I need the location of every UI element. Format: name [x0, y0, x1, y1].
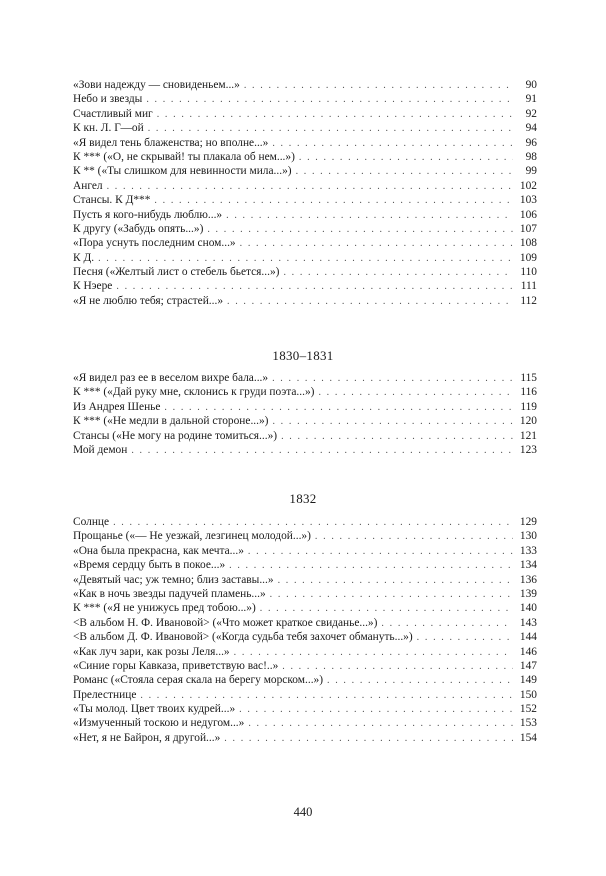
toc-entry — [73, 731, 537, 745]
toc-entry-page: 153 — [519, 717, 537, 730]
toc-entry-title: «Как в ночь звезды падучей пламень...» — [73, 587, 266, 600]
toc-entry-page: 96 — [525, 136, 537, 149]
dot-leader — [164, 401, 513, 415]
toc-entry-page: 140 — [519, 602, 537, 615]
toc-entry-page: 102 — [519, 179, 537, 192]
toc-entry-page: 116 — [520, 386, 537, 399]
toc-entry-title: Счастливый миг — [73, 107, 153, 120]
toc-entry-page: 92 — [525, 107, 537, 120]
toc-entry-page: 90 — [525, 79, 537, 91]
toc-entry-title: Стансы («Не могу на родине томиться...») — [73, 429, 278, 442]
toc-entry-title: «Пора уснуть последним сном...» — [73, 237, 236, 250]
toc-entry-title: Романс («Стояла серая скала на берегу морском...») — [73, 674, 324, 687]
toc-entry-page: 144 — [519, 631, 537, 644]
toc-entry — [73, 544, 537, 558]
dot-leader — [239, 703, 513, 717]
toc-entry — [73, 616, 537, 630]
toc-entry-page: 129 — [519, 516, 537, 528]
toc-entry-page: 107 — [519, 222, 537, 235]
toc-entry-page: 130 — [519, 530, 537, 543]
toc-entry-page: 133 — [519, 544, 537, 557]
toc-entry — [73, 222, 537, 236]
toc-entry — [73, 92, 537, 106]
toc-entry — [73, 251, 537, 265]
toc-entry-title: «Она была прекрасна, как мечта...» — [73, 544, 244, 557]
toc-entry — [73, 659, 537, 673]
toc-entry — [73, 688, 537, 702]
toc-entry-title: «Я видел тень блаженства; но вполне...» — [73, 136, 269, 149]
toc-entry-title: К Нэере — [73, 280, 113, 293]
toc-entry — [73, 529, 537, 543]
toc-entry-title: «Как луч зари, как розы Леля...» — [73, 645, 230, 658]
toc-entry-page: 143 — [519, 616, 537, 629]
toc-entry-title: Прощанье («— Не уезжай, лезгинец молодой...») — [73, 530, 311, 543]
dot-leader — [234, 646, 513, 660]
toc-section-1 — [73, 78, 537, 308]
toc-entry — [73, 702, 537, 716]
dot-leader — [278, 574, 513, 588]
toc-entry-title: <В альбом Д. Ф. Ивановой> («Когда судьба тебя захочет обмануть...») — [73, 631, 413, 644]
dot-leader — [248, 717, 513, 731]
dot-leader — [240, 237, 513, 251]
toc-entry — [73, 573, 537, 587]
toc-entry-page: 136 — [519, 573, 537, 586]
dot-leader — [207, 223, 513, 237]
dot-leader — [315, 530, 513, 544]
toc-entry-title: «Я не люблю тебя; страстей...» — [73, 294, 224, 307]
toc-entry-title: «Измученный тоскою и недугом...» — [73, 717, 245, 730]
toc-entry — [73, 121, 537, 135]
toc-entry — [73, 558, 537, 572]
dot-leader — [107, 180, 513, 194]
toc-entry-page: 98 — [525, 150, 537, 163]
dot-leader — [244, 79, 513, 93]
toc-entry — [73, 236, 537, 250]
toc-entry — [73, 429, 537, 443]
dot-leader — [224, 732, 513, 746]
toc-entry — [73, 385, 537, 399]
toc-entry-title: Небо и звезды — [73, 93, 143, 106]
dot-leader — [272, 415, 513, 429]
toc-entry-title: К кн. Л. Г—ой — [73, 122, 144, 135]
toc-entry — [73, 294, 537, 308]
dot-leader — [113, 516, 513, 530]
page-number: 440 — [293, 805, 313, 819]
toc-entry — [73, 150, 537, 164]
toc-entry — [73, 136, 537, 150]
toc-entry — [73, 164, 537, 178]
toc-entry — [73, 208, 537, 222]
dot-leader — [282, 660, 513, 674]
toc-entry-page: 111 — [520, 280, 537, 293]
toc-entry — [73, 107, 537, 121]
toc-entry-title: К *** («Не медли в дальной стороне...») — [73, 415, 269, 428]
toc-entry-page: 108 — [519, 237, 537, 250]
dot-leader — [157, 108, 513, 122]
toc-entry — [73, 414, 537, 428]
toc-section-2 — [73, 371, 537, 457]
toc-entry-page: 106 — [519, 208, 537, 221]
dot-leader — [248, 545, 513, 559]
dot-leader — [226, 209, 513, 223]
toc-entry — [73, 630, 537, 644]
toc-entry — [73, 673, 537, 687]
toc-entry-page: 147 — [519, 659, 537, 672]
dot-leader — [146, 93, 513, 107]
toc-entry-page: 134 — [519, 559, 537, 572]
toc-entry-page: 99 — [525, 165, 537, 178]
toc-entry — [73, 587, 537, 601]
dot-leader — [283, 266, 513, 280]
toc-entry-title: Стансы. К Д*** — [73, 194, 151, 207]
dot-leader — [229, 559, 513, 573]
toc-entry-title: «Ты молод. Цвет твоих кудрей...» — [73, 703, 236, 716]
section-heading-1832: 1832 — [289, 491, 317, 506]
dot-leader — [327, 674, 513, 688]
dot-leader — [417, 631, 513, 645]
dot-leader — [318, 386, 513, 400]
toc-section-3 — [73, 515, 537, 745]
toc-entry-title: «Синие горы Кавказа, приветствую вас!..» — [73, 659, 279, 672]
dot-leader — [272, 137, 513, 151]
toc-entry — [73, 78, 537, 92]
toc-entry-page: 149 — [519, 674, 537, 687]
toc-entry-page: 150 — [519, 688, 537, 701]
toc-entry — [73, 716, 537, 730]
dot-leader — [98, 252, 513, 266]
toc-entry-title: К ** («Ты слишком для невинности мила...») — [73, 165, 292, 178]
toc-entry — [73, 193, 537, 207]
toc-entry-title: Песня («Желтый лист о стебель бьется...») — [73, 266, 280, 279]
dot-leader — [116, 280, 513, 294]
dot-leader — [272, 372, 513, 386]
toc-entry-page: 152 — [519, 703, 537, 716]
toc-entry — [73, 515, 537, 529]
toc-entry-page: 146 — [519, 645, 537, 658]
section-heading-1830-1831: 1830–1831 — [272, 348, 334, 363]
toc-entry-title: Ангел — [73, 179, 103, 192]
toc-entry-page: 123 — [519, 443, 537, 456]
toc-entry-title: <В альбом Н. Ф. Ивановой> («Что может краткое свиданье...») — [73, 616, 378, 629]
toc-entry-page: 139 — [519, 587, 537, 600]
dot-leader — [299, 151, 513, 165]
toc-entry — [73, 279, 537, 293]
toc-entry-page: 115 — [520, 372, 537, 384]
toc-entry-title: «Время сердцу быть в покое...» — [73, 559, 226, 572]
toc-entry-title: Пусть я кого-нибудь люблю...» — [73, 208, 223, 221]
toc-entry-title: К *** («О, не скрывай! ты плакала об нем...») — [73, 150, 295, 163]
dot-leader — [270, 588, 513, 602]
toc-entry — [73, 179, 537, 193]
dot-leader — [260, 602, 513, 616]
dot-leader — [140, 689, 513, 703]
dot-leader — [131, 444, 513, 458]
toc-entry-title: «Девятый час; уж темно; близ заставы...» — [73, 573, 274, 586]
toc-entry — [73, 400, 537, 414]
toc-entry-page: 154 — [519, 731, 537, 744]
toc-entry-page: 119 — [520, 400, 537, 413]
toc-entry-title: «Я видел раз ее в веселом вихре бала...» — [73, 372, 269, 384]
toc-entry-page: 94 — [525, 122, 537, 135]
dot-leader — [148, 122, 513, 136]
toc-entry-page: 91 — [525, 93, 537, 106]
dot-leader — [154, 194, 513, 208]
toc-entry-title: «Нет, я не Байрон, я другой...» — [73, 731, 221, 744]
toc-entry-page: 112 — [520, 294, 537, 307]
toc-entry-page: 103 — [519, 194, 537, 207]
toc-entry-title: К *** («Я не унижусь пред тобою...») — [73, 602, 256, 615]
toc-entry-title: К *** («Дай руку мне, склонись к груди поэта...») — [73, 386, 315, 399]
toc-entry-title: Мой демон — [73, 443, 128, 456]
toc-entry-title: К Д. — [73, 251, 95, 264]
toc-entry-title: Из Андрея Шенье — [73, 400, 161, 413]
toc-entry-title: К другу («Забудь опять...») — [73, 222, 204, 235]
toc-entry — [73, 371, 537, 385]
toc-entry-page: 120 — [519, 415, 537, 428]
toc-entry-page: 110 — [520, 266, 537, 279]
toc-entry-page: 121 — [519, 429, 537, 442]
toc-entry-title: Прелестнице — [73, 688, 137, 701]
toc-entry — [73, 645, 537, 659]
dot-leader — [296, 165, 513, 179]
dot-leader — [381, 617, 513, 631]
toc-entry — [73, 601, 537, 615]
dot-leader — [227, 295, 513, 309]
toc-entry — [73, 265, 537, 279]
toc-entry — [73, 443, 537, 457]
dot-leader — [281, 430, 513, 444]
toc-entry-page: 109 — [519, 251, 537, 264]
toc-entry-title: «Зови надежду — сновиденьем...» — [73, 79, 240, 91]
toc-entry-title: Солнце — [73, 516, 110, 528]
